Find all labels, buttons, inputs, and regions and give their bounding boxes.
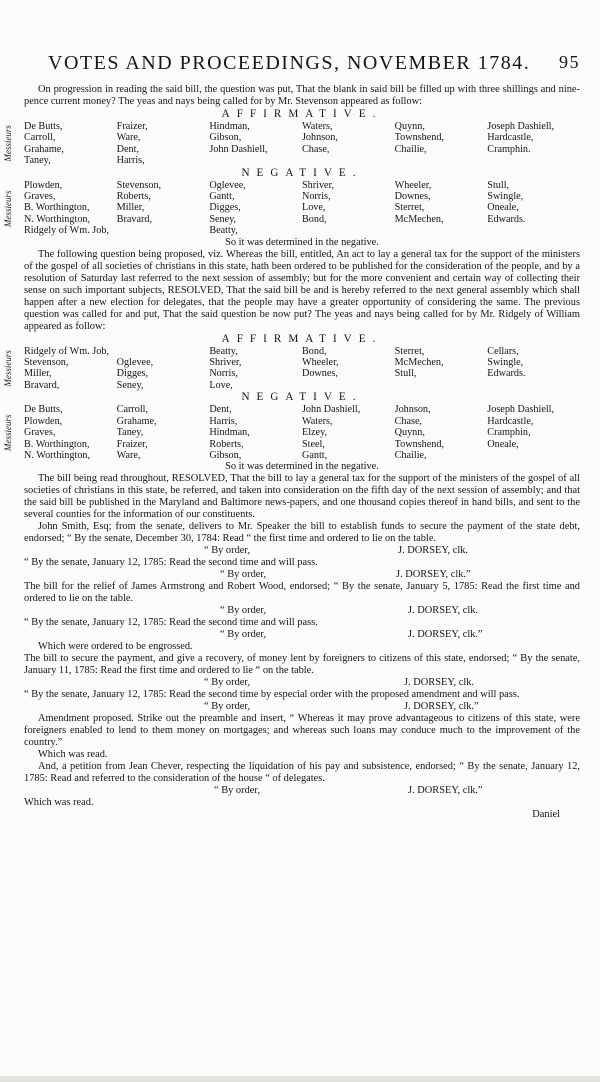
running-title: VOTES AND PROCEEDINGS, NOVEMBER 1784. <box>48 52 531 74</box>
member-name: Bond, <box>301 213 327 225</box>
clerk-signature: J. DORSEY, clk.” <box>408 785 483 797</box>
member-name <box>302 380 395 391</box>
member-name: Dent, <box>209 404 232 416</box>
order-line <box>24 545 580 557</box>
member-name: Sterret, <box>394 202 425 214</box>
order-line <box>24 677 580 689</box>
by-order: “ By order, <box>220 629 267 641</box>
member-name: Oglevee, <box>209 179 246 191</box>
member-name: Downes, <box>394 191 431 203</box>
paragraph-foreign-loans-bill: The bill to secure the payment, and give a recovery, of money lent by foreigners to citizens of this state, endorsed; “ By the senate, January 11, 1785: Read the first time and ordered to lie “ on the table. <box>24 653 580 677</box>
vote-result: So it was determined in the negative. <box>225 236 379 248</box>
member-name: Chase, <box>394 415 423 427</box>
member-name: Graves, <box>24 191 56 203</box>
member-name <box>487 380 580 391</box>
member-name: Love, <box>209 379 233 391</box>
member-name: Joseph Dashiell, <box>487 121 555 132</box>
member-name: Fraizer, <box>116 121 148 132</box>
paragraph-resolution <box>24 473 580 521</box>
member-name <box>487 225 580 236</box>
body-text <box>3 84 580 821</box>
member-name: Carroll, <box>24 132 56 144</box>
vote-row <box>24 144 580 155</box>
member-name: Hindman, <box>209 121 250 132</box>
paragraph-petition: And, a petition from Jean Chever, respecting the liquidation of his pay and subsistence, endorsed; “ By the senate, January 12, 1785: Read and referred to the consideration of the house “ of delegates. <box>24 761 580 785</box>
member-name: Edwards. <box>487 213 526 225</box>
member-name: De Butts, <box>24 404 63 416</box>
member-name: Norris, <box>209 368 238 380</box>
member-name: Gantt, <box>209 191 235 203</box>
which-was-read: Which was read. <box>38 749 108 761</box>
clerk-signature: J. DORSEY, clk.” <box>396 569 471 581</box>
vote-row <box>24 357 580 368</box>
vote2-negative <box>3 404 580 461</box>
member-name: Hardcastle, <box>487 415 534 427</box>
member-name: Johnson, <box>301 132 338 144</box>
member-name <box>209 155 302 166</box>
by-order: “ By order, <box>204 545 251 557</box>
member-name: Stevenson, <box>24 357 69 369</box>
member-name: Ware, <box>116 132 141 144</box>
member-name: Steel, <box>301 438 325 450</box>
member-name: Edwards. <box>487 368 526 380</box>
member-name <box>395 155 488 166</box>
member-name <box>302 155 395 166</box>
messieurs-label: Messieurs <box>3 350 13 387</box>
member-name: Taney, <box>116 427 144 439</box>
member-name: Bond, <box>301 345 327 357</box>
member-name: McMechen, <box>394 357 444 369</box>
senate-endorsement: “ By the senate, January 12, 1785: Read the second time by especial order with the proposed amendment and will pass. <box>24 689 520 701</box>
vote2-affirmative <box>3 345 580 392</box>
paragraph-amendment: Amendment proposed. Strike out the preamble and insert, “ Whereas it may prove advantageous to citizens of this state, were foreigners enabled to lend to them money on mortgages; and whereas such loans may conduce much to the improvement of the country.” <box>24 713 580 749</box>
vote-row <box>24 180 580 191</box>
member-name: Quynn, <box>394 427 425 439</box>
vote-table <box>24 346 580 392</box>
member-name: John Dashiell, <box>209 143 268 155</box>
member-name: Swingle, <box>487 191 524 203</box>
catchword: Daniel <box>532 809 560 821</box>
vote-row <box>24 214 580 225</box>
member-name: Waters, <box>301 415 333 427</box>
member-name: John Dashiell, <box>301 404 361 416</box>
vote-row <box>24 191 580 202</box>
member-name: De Butts, <box>24 121 63 132</box>
vote-row <box>24 121 580 132</box>
member-name: Miller, <box>24 368 52 380</box>
paragraph-previous-question: The following question being proposed, viz. Whereas the bill, entitled, An act to lay a general tax for the support of the ministers of the gospel of all societies of christians in this state, hath been ordered to be published for the consideration of the people, and by a resolution of Saturday last referred to the next session of assembly; but for the more convenient and certain way of collecting their sense on such important subjects, RESOLVED, That the said bill be and is hereby referred to the next general assembly which shall happen after a new election for delegates, that the people may have a greater opportunity of considering the same. The previous question was called for and put, That the said question be now put? The yeas and nays being called for by Mr. Ridgely of William appeared as follow: <box>24 248 580 332</box>
member-name: Gibson, <box>209 132 242 144</box>
member-name: Gibson, <box>209 449 242 461</box>
member-name: Taney, <box>24 155 51 167</box>
vote-row <box>24 132 580 143</box>
vote-table <box>24 180 580 237</box>
member-name: Ridgely of Wm. Job, <box>24 225 109 237</box>
order-line <box>24 605 580 617</box>
page-header <box>24 52 584 78</box>
member-name: Beatty, <box>209 225 238 237</box>
member-name: Oneale, <box>487 202 519 214</box>
vote-result: So it was determined in the negative. <box>225 461 379 473</box>
vote-row <box>24 155 580 166</box>
member-name: Cramphin, <box>487 427 531 439</box>
clerk-signature: J. DORSEY, clk. <box>408 605 478 617</box>
vote-table <box>24 404 580 461</box>
member-name: Ware, <box>116 449 141 461</box>
member-name <box>117 346 210 357</box>
member-name: Stevenson, <box>116 179 162 191</box>
member-name <box>487 450 580 461</box>
member-name: Quynn, <box>394 121 425 132</box>
member-name: Seney, <box>116 379 144 391</box>
member-name: Johnson, <box>394 404 431 416</box>
clerk-signature: J. DORSEY, clk. <box>404 677 474 689</box>
member-name: Harris, <box>116 155 145 167</box>
member-name: Oglevee, <box>116 357 154 369</box>
member-name <box>302 225 395 236</box>
paragraph-relief-bill: The bill for the relief of James Armstrong and Robert Wood, endorsed; “ By the senate, January 5, 1785: Read the first time and ordered to lie on the table. <box>24 581 580 605</box>
member-name: Bravard, <box>116 213 153 225</box>
member-name: N. Worthington, <box>24 213 91 225</box>
member-name: Digges, <box>209 202 241 214</box>
which-was-read: Which was read. <box>24 797 94 809</box>
vote-table <box>24 121 580 167</box>
member-name: Oneale, <box>487 438 519 450</box>
member-name: McMechen, <box>394 213 444 225</box>
member-name: Townshend, <box>394 132 444 144</box>
member-name: Hardcastle, <box>487 132 534 144</box>
clerk-signature: J. DORSEY, clk.” <box>408 629 483 641</box>
member-name: Chailie, <box>394 449 427 461</box>
by-order: “ By order, <box>220 605 267 617</box>
member-name: Carroll, <box>116 404 149 416</box>
vote-row <box>24 202 580 213</box>
messieurs-label: Messieurs <box>3 189 13 227</box>
vote-row <box>24 346 580 357</box>
by-order: “ By order, <box>214 785 261 797</box>
member-name: Roberts, <box>209 438 244 450</box>
member-name: Chailie, <box>394 143 427 155</box>
member-name: Digges, <box>116 368 149 380</box>
member-name: Downes, <box>301 368 338 380</box>
member-name: Harris, <box>209 415 238 427</box>
member-name: Wheeler, <box>394 179 432 191</box>
member-name: Plowden, <box>24 415 63 427</box>
member-name: Beatty, <box>209 345 238 357</box>
member-name: Ridgely of Wm. Job, <box>24 345 109 357</box>
order-line <box>24 629 580 641</box>
member-name: Joseph Dashiell, <box>487 404 555 416</box>
member-name: Shriver, <box>209 357 242 369</box>
member-name: Plowden, <box>24 179 63 191</box>
clerk-signature: J. DORSEY, clk.” <box>404 701 479 713</box>
member-name: Wheeler, <box>301 357 339 369</box>
member-name: Miller, <box>116 202 145 214</box>
member-name: Townshend, <box>394 438 444 450</box>
member-name: Swingle, <box>487 357 524 369</box>
order-line <box>24 569 580 581</box>
member-name: Fraizer, <box>116 438 148 450</box>
vote-row <box>24 439 580 450</box>
messieurs-label: Messieurs <box>3 414 13 452</box>
member-name: Shriver, <box>301 179 335 191</box>
vote1-affirmative <box>3 121 580 167</box>
member-name: N. Worthington, <box>24 449 91 461</box>
paragraph-funds-bill: John Smith, Esq; from the senate, delivers to Mr. Speaker the bill to establish funds to secure the payment of the state debt, endorsed; “ By the senate, December 30, 1784: Read “ the first time and ordered to lie on the table. <box>24 521 580 545</box>
member-name <box>395 225 488 236</box>
member-name: Stull, <box>394 368 417 380</box>
member-name <box>487 155 580 166</box>
resolution-intro: The bill being read throughout, <box>38 473 172 485</box>
member-name: B. Worthington, <box>24 438 90 450</box>
negative-heading: NEGATIVE. <box>241 166 363 179</box>
by-order: “ By order, <box>220 569 267 581</box>
vote-row <box>24 416 580 427</box>
member-name: Seney, <box>209 213 237 225</box>
vote-row <box>24 368 580 379</box>
vote-row <box>24 450 580 461</box>
affirmative-heading: AFFIRMATIVE. <box>221 108 383 120</box>
member-name: Waters, <box>301 121 333 132</box>
affirmative-heading: AFFIRMATIVE. <box>221 332 383 345</box>
member-name: Chase, <box>301 143 330 155</box>
member-name: Stull, <box>487 179 510 191</box>
member-name: Grahame, <box>24 143 64 155</box>
member-name <box>395 380 488 391</box>
member-name: Sterret, <box>394 345 425 357</box>
by-order: “ By order, <box>204 701 251 713</box>
page-edge <box>0 1076 600 1082</box>
resolved-word: RESOLVED, <box>171 473 228 485</box>
order-line <box>24 701 580 713</box>
member-name: Bravard, <box>24 379 60 391</box>
page-number: 95 <box>559 52 580 72</box>
order-line <box>24 785 580 797</box>
member-name: Norris, <box>301 191 331 203</box>
vote1-negative <box>3 179 580 237</box>
paragraph-question: On progression in reading the said bill, the question was put, That the blank in said bill be filled up with three shillings and nine-pence current money? The yeas and nays being called for by Mr. Stevenson appeared as follow: <box>24 84 580 107</box>
clerk-signature: J. DORSEY, clk. <box>398 545 468 557</box>
by-order: “ By order, <box>204 677 251 689</box>
member-name: Elzey, <box>301 427 328 439</box>
member-name: B. Worthington, <box>24 202 90 214</box>
member-name: Graves, <box>24 427 56 439</box>
member-name: Roberts, <box>116 191 151 203</box>
member-name: Hindman, <box>209 427 250 439</box>
member-name: Grahame, <box>116 415 157 427</box>
negative-heading: NEGATIVE. <box>241 391 363 404</box>
vote-row <box>24 404 580 415</box>
senate-endorsement: “ By the senate, January 12, 1785: Read the second time and will pass. <box>24 617 318 629</box>
vote-row <box>24 380 580 391</box>
senate-endorsement: “ By the senate, January 12, 1785: Read the second time and will pass. <box>24 557 318 569</box>
member-name <box>117 225 210 236</box>
member-name: Dent, <box>116 143 140 155</box>
member-name: Love, <box>301 202 326 214</box>
vote-row <box>24 225 580 236</box>
vote-row <box>24 427 580 438</box>
member-name: Gantt, <box>301 449 328 461</box>
member-name: Cellars, <box>487 345 519 357</box>
messieurs-label: Messieurs <box>3 125 13 163</box>
resolution-text: That the bill to lay a general tax for the support of the ministers of the gospel of all societies of christians in this state, be referred, and taken into consideration on the fifth day of the next session of assembly; and that the said bill be published in the Maryland and Baltimore news-papers, and one thousand copies thereof in hand bills, and sent to the several counties for the information of our constituents. <box>24 473 580 521</box>
member-name: Cramphin. <box>487 143 531 155</box>
engrossed-note: Which were ordered to be engrossed. <box>38 641 193 653</box>
